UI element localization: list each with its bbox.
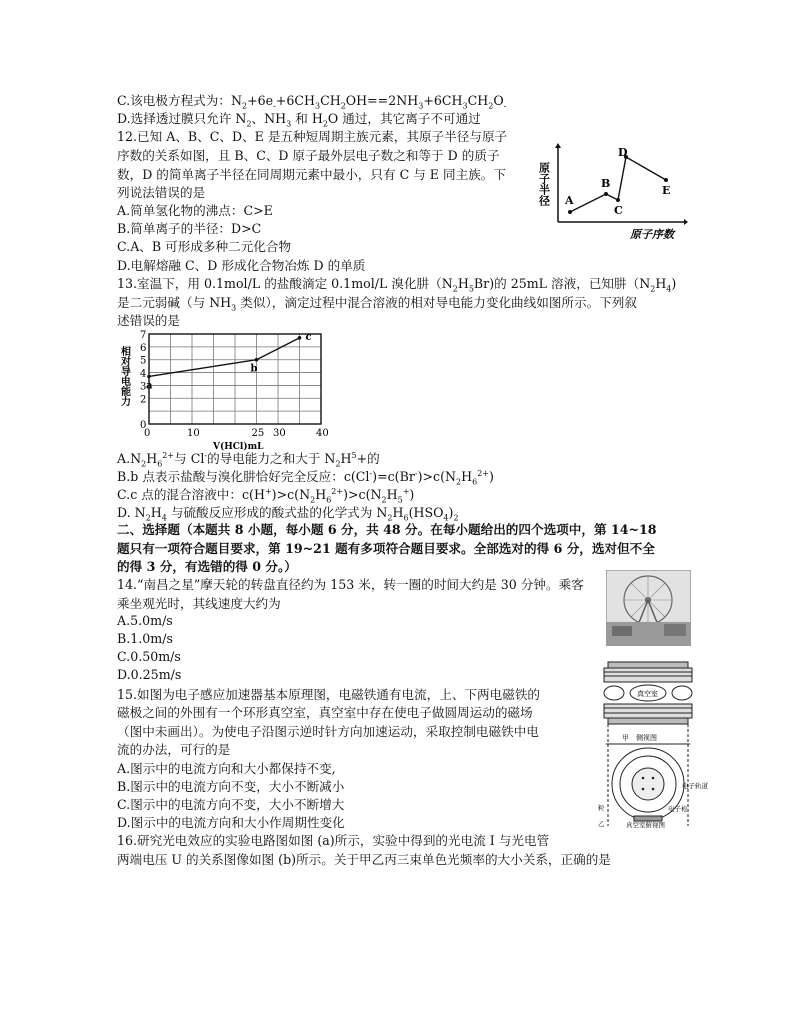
- q15-stem-3: （图中未画出）。为使电子沿图示逆时针方向加速运动，采取控制电磁铁中电: [117, 724, 539, 739]
- text-segment: 4: [443, 513, 449, 523]
- text-segment: H: [146, 451, 158, 466]
- text-segment: -: [369, 468, 373, 478]
- point-e-label: E: [662, 184, 671, 197]
- q11-option-d: [117, 110, 481, 128]
- text-segment: H: [392, 505, 404, 520]
- text-segment: O: [493, 93, 504, 108]
- text-segment: 2: [381, 495, 387, 505]
- q14-stem-1: 14.“南昌之星”摩天轮的转盘直径约为 153 米，转一圈的时间大约是 30 分钟。乘客: [117, 577, 584, 592]
- text-segment: 6: [472, 477, 478, 487]
- text-segment: D. N: [117, 505, 146, 520]
- atomic-radius-graph: [536, 142, 688, 242]
- top-view-label: 真空室俯视图: [626, 821, 665, 829]
- text-segment: 与 Cl: [174, 451, 205, 466]
- jia-label: 甲: [622, 734, 629, 742]
- point-d-label: D: [618, 146, 628, 159]
- side-view-label: 侧视图: [636, 734, 657, 742]
- text-segment: 5: [397, 495, 403, 505]
- q14-option-b: B.1.0m/s: [117, 631, 173, 646]
- text-segment: OH==2NH: [345, 93, 419, 108]
- text-segment: 、NH: [251, 111, 287, 126]
- q11-option-c: [117, 92, 506, 110]
- text-segment: +6e: [247, 93, 274, 108]
- text-segment: -: [273, 101, 276, 111]
- text-segment: 2+: [331, 486, 344, 496]
- electron-track-label: 电子轨道: [682, 782, 708, 790]
- text-segment: 4: [666, 284, 672, 294]
- text-segment: 3: [286, 119, 292, 129]
- text-segment: 3: [462, 101, 468, 111]
- ferris-wheel-photo: [606, 570, 691, 646]
- text-segment: 2: [452, 284, 458, 294]
- text-segment: )>c(N: [343, 487, 382, 502]
- q13-stem-1: [117, 275, 676, 293]
- q13-option-c: [117, 486, 414, 504]
- q12-stem-1: 12.已知 A、B、C、D、E 是五种短周期主族元素，其原子半径与原子: [117, 129, 508, 144]
- text-segment: 是二元弱碱（与 NH: [117, 295, 232, 310]
- text-segment: 2: [488, 101, 494, 111]
- y-tick-label: 5: [140, 355, 147, 367]
- text-segment: C.该电极方程式为：N: [117, 93, 242, 108]
- q13-stem-3: 述错误的是: [117, 313, 180, 328]
- section2-heading-1: 二、选择题（本题共 8 小题，每小题 6 分，共 48 分。在每小题给出的四个选项中，第 14~18: [117, 522, 657, 537]
- q12-option-a: A.简单氢化物的沸点：C>E: [117, 203, 273, 218]
- point-label-c: c: [305, 331, 312, 343]
- q15-option-a: A.图示中的电流方向和大小都保持不变,: [117, 761, 336, 776]
- point-b-label: B: [601, 177, 611, 190]
- text-segment: +: [356, 451, 368, 466]
- q15-stem-1: 15.如图为电子感应加速器基本原理图，电磁铁通有电流，上、下两电磁铁的: [117, 687, 541, 702]
- y-tick-label: 6: [140, 342, 147, 354]
- x-axis-label: V(HCl)mL: [213, 442, 264, 451]
- text-segment: 13.室温下，用 0.1mol/L 的盐酸滴定 0.1mol/L 溴化肼（N: [117, 276, 453, 291]
- section2-heading-2: 题只有一项符合题目要求，第 19~21 题有多项符合题目要求。全部选对的得 6 分，选对但不全: [117, 541, 655, 556]
- text-segment: 类似），滴定过程中混合溶液的相对导电能力变化曲线如图所示。下列叙: [236, 295, 637, 310]
- text-segment: H: [457, 276, 469, 291]
- text-segment: (HSO: [408, 505, 444, 520]
- q12-stem-3: 数，D 的简单离子半径在同周期元素中最小，只有 C 与 E 同主族。下: [117, 167, 506, 182]
- text-segment: O 通过，其它离子不可通过: [327, 111, 481, 126]
- text-segment: -: [204, 450, 208, 460]
- point-label-b: b: [250, 363, 258, 375]
- text-segment: 2+: [477, 468, 489, 478]
- q13-stem-2: [117, 294, 637, 312]
- q12-option-d: D.电解熔融 C、D 形成化合物冶炼 D 的单质: [117, 258, 366, 273]
- text-segment: 与硫酸反应形成的酸式盐的化学式为 N: [166, 505, 388, 520]
- cc-label: 粒: [598, 804, 605, 812]
- section2-heading-3: 的得 3 分，有选错的得 0 分。）: [117, 559, 297, 574]
- text-segment: H: [315, 487, 327, 502]
- q13-option-b: [117, 468, 494, 486]
- text-segment: CH: [320, 93, 341, 108]
- x-tick-label: 25: [251, 428, 265, 439]
- text-segment: 2: [453, 513, 459, 523]
- y-tick-label: 7: [140, 330, 147, 341]
- text-segment: 2: [340, 101, 346, 111]
- conductivity-line: [149, 338, 300, 377]
- text-segment: 3: [418, 101, 424, 111]
- text-segment: 3: [231, 303, 237, 313]
- text-segment: +6CH: [423, 93, 463, 108]
- x-tick-label: 0: [144, 428, 151, 439]
- text-segment: D.选择透过膜只允许 N: [117, 111, 247, 126]
- text-segment: H: [386, 487, 398, 502]
- y-tick-label: 2: [140, 394, 147, 406]
- text-segment: )=c(Br: [372, 469, 415, 484]
- text-segment: )>c(N: [417, 469, 457, 484]
- text-segment: 2: [241, 101, 248, 111]
- text-segment: 5: [468, 284, 474, 294]
- text-segment: Br)的 25mL 溶液，已知肼（N: [473, 276, 651, 291]
- vacuum-label: 真空室: [637, 690, 658, 698]
- q15-stem-2: 磁极之间的外围有一个环形真空室，真空室中存在使电子做圆周运动的磁场: [117, 705, 533, 720]
- text-segment: 5: [351, 450, 357, 460]
- q12-stem-4: 列说法错误的是: [117, 185, 206, 200]
- y-tick-label: 0: [140, 420, 147, 431]
- text-segment: ): [448, 505, 454, 520]
- text-segment: +: [264, 486, 272, 496]
- data-point-a: [147, 375, 151, 379]
- text-segment: 2: [456, 477, 462, 487]
- text-segment: 2: [387, 513, 393, 523]
- text-segment: CH: [467, 93, 489, 108]
- text-segment: 2: [145, 513, 151, 523]
- text-segment: H: [340, 451, 352, 466]
- y-axis-label: 相对导电能力: [118, 346, 130, 406]
- q16-stem-2: 两端电压 U 的关系图像如图 (b)所示。关于甲乙丙三束单色光频率的大小关系，正确的是: [117, 852, 611, 867]
- data-point-b: [255, 358, 259, 362]
- q16-stem-1: 16.研究光电效应的实验电路图如图 (a)所示，实验中得到的光电流 I 与光电管: [117, 833, 550, 848]
- q14-option-a: A.5.0m/s: [117, 613, 173, 628]
- text-segment: 和 H: [291, 111, 323, 126]
- text-segment: H: [150, 505, 162, 520]
- text-segment: 2: [141, 459, 147, 469]
- text-segment: 2+: [162, 450, 175, 460]
- y-tick-label: 4: [140, 368, 147, 380]
- text-segment: 2: [310, 495, 316, 505]
- text-segment: 2: [650, 284, 656, 294]
- point-label-a: a: [146, 380, 153, 392]
- text-segment: 6: [403, 513, 409, 523]
- point-c-label: C: [614, 204, 623, 217]
- q12-option-b: B.简单离子的半径：D>C: [117, 221, 262, 236]
- y-axis-label: 原子半径: [537, 162, 551, 206]
- x-tick-label: 40: [316, 428, 329, 439]
- text-segment: ): [409, 487, 415, 502]
- text-segment: 2: [322, 119, 328, 129]
- text-segment: 6: [326, 495, 332, 505]
- text-segment: 4: [161, 513, 167, 523]
- q14-option-c: C.0.50m/s: [117, 649, 181, 664]
- text-segment: -: [503, 101, 507, 111]
- x-axis-label: 原子序数: [630, 228, 674, 241]
- q13-option-a: [117, 450, 380, 468]
- q15-option-d: D.图示中的电流方向和大小作周期性变化: [117, 815, 345, 830]
- text-segment: ): [489, 469, 494, 484]
- electron-gun-label: 电子枪: [668, 805, 688, 813]
- q14-option-d: D.0.25m/s: [117, 667, 182, 682]
- text-segment: 3: [314, 101, 321, 111]
- text-segment: H: [655, 276, 667, 291]
- q15-stem-4: 流的办法，可行的是: [117, 742, 231, 757]
- text-segment: A.N: [117, 451, 142, 466]
- conductivity-chart: [116, 326, 341, 451]
- text-segment: B.b 点表示盐酸与溴化肼恰好完全反应：c(Cl: [117, 469, 370, 484]
- text-segment: 2: [335, 459, 341, 469]
- x-tick-label: 10: [187, 428, 200, 439]
- point-a-label: A: [565, 194, 574, 207]
- q14-stem-2: 乘坐观光时，其线速度大约为: [117, 596, 281, 611]
- text-segment: ): [671, 276, 677, 291]
- q15-option-c: C.图示中的电流方向不变，大小不断增大: [117, 797, 345, 812]
- q15-option-b: B.图示中的电流方向不变，大小不断减小: [117, 779, 345, 794]
- text-segment: +6CH: [275, 93, 315, 108]
- q12-option-c: C.A、B 可形成多种二元化合物: [117, 239, 292, 254]
- betatron-figure: [596, 660, 714, 830]
- text-segment: 的导电能力之和大于 N: [207, 451, 336, 466]
- text-segment: C.c 点的混合溶液中：c(H: [117, 487, 265, 502]
- q13-option-d: [117, 504, 459, 522]
- x-tick-label: 30: [273, 428, 286, 439]
- text-segment: H: [461, 469, 473, 484]
- data-point-c: [298, 336, 302, 340]
- text-segment: )>c(N: [271, 487, 311, 502]
- text-segment: 的: [367, 451, 380, 466]
- text-segment: -: [414, 468, 418, 478]
- text-segment: 6: [157, 459, 163, 469]
- text-segment: +: [402, 486, 410, 496]
- yi-label: 乙: [598, 820, 605, 828]
- text-segment: 2: [246, 119, 252, 129]
- q12-stem-2: 序数的关系如图，且 B、C、D 原子最外层电子数之和等于 D 的质子: [117, 148, 500, 163]
- y-tick-label: 3: [140, 381, 147, 393]
